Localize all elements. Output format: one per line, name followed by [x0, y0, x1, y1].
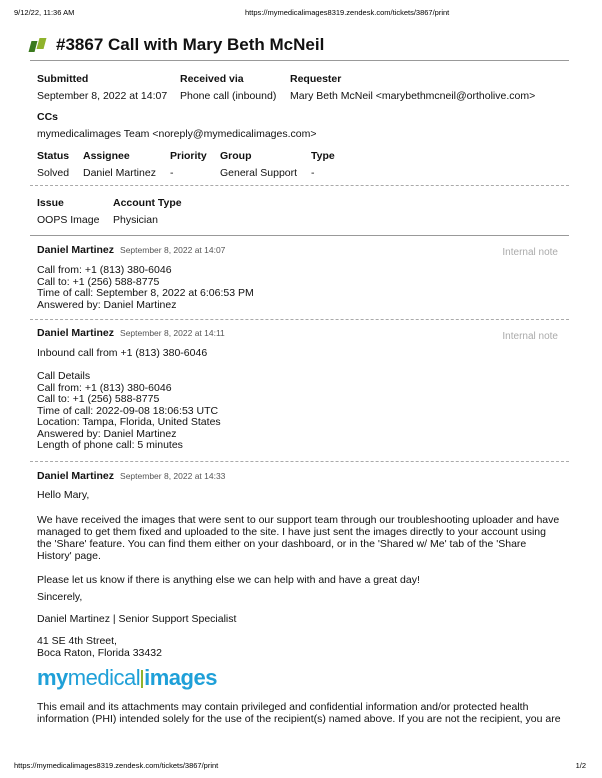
divider	[30, 461, 569, 462]
ticket-title-row	[30, 35, 324, 55]
group-field: Group General Support	[220, 150, 298, 179]
print-url: https://mymedicalimages8319.zendesk.com/tickets/3867/print	[245, 8, 450, 17]
email-body: We have received the images that were sent to our support team through our troubleshooting uploader and have managed to get them fixed and uploaded to the site. I have just sent the images directly to your account using the 'Share' feature. You can find them either on your dashboard, or in the 'Shared w/ Me' tab of the 'Share History' page.	[37, 514, 560, 562]
type-field: Type -	[311, 150, 335, 179]
divider	[30, 319, 569, 320]
divider	[30, 185, 569, 186]
comment: Daniel Martinez September 8, 2022 at 14:33 Hello Mary, We have received the images that were sent to our support team through our troubleshooting uploader and have managed to get them fixed and uploaded to the site. I have just sent the images directly to your account using the 'Share' feature. You can find them either on your dashboard, or in the 'Shared w/ Me' tab of the 'Share History' page. Please let us know if there is anything else we can help with and have a great day! Sincerely, Daniel Martinez | Senior Support Specialist 41 SE 4th Street, Boca Raton, Florida 33432 mymedical images This email and its attachments may contain privileged and confidential information and/or protected health information (PHI) intended solely for the use of the recipient(s) named above. If you are not the recipient, you are	[37, 470, 561, 725]
account-type-field: Account Type Physician	[113, 197, 182, 226]
ticket-title: #3867 Call with Mary Beth McNeil	[56, 35, 325, 54]
logo-bar-icon	[141, 670, 143, 688]
internal-note-label: Internal note	[502, 247, 558, 258]
requester-field: Requester Mary Beth McNeil <marybethmcneil@ortholive.com>	[290, 73, 536, 102]
ccs-field: CCs mymedicalimages Team <noreply@mymedicalimages.com>	[37, 111, 317, 140]
comment: Daniel Martinez September 8, 2022 at 14:11 Inbound call from +1 (813) 380-6046 Call Details Call from: +1 (813) 380-6046 Call to: +1 (256) 588-8775 Time of call: 2022-09-08 18:06:53 UTC Location: Tampa, Florida, United States Answered by: Daniel Martinez Length of phone call: 5 minutes	[37, 327, 225, 451]
divider	[30, 235, 569, 236]
divider	[30, 60, 569, 61]
priority-field: Priority -	[170, 150, 207, 179]
comment-date: September 8, 2022 at 14:11	[120, 328, 225, 338]
issue-field: Issue OOPS Image	[37, 197, 100, 226]
mymedicalimages-logo: mymedical images	[37, 665, 217, 690]
zendesk-logo-icon	[30, 38, 48, 52]
footer-url: https://mymedicalimages8319.zendesk.com/tickets/3867/print	[14, 761, 219, 770]
comment-author: Daniel Martinez	[37, 470, 115, 482]
assignee-field: Assignee Daniel Martinez	[83, 150, 156, 179]
received-via-field: Received via Phone call (inbound)	[180, 73, 277, 102]
comment-author: Daniel Martinez	[37, 244, 115, 256]
page-number: 1/2	[575, 761, 586, 770]
print-datetime: 9/12/22, 11:36 AM	[14, 8, 75, 17]
internal-note-label: Internal note	[502, 331, 558, 342]
comment: Daniel Martinez September 8, 2022 at 14:07 Call from: +1 (813) 380-6046 Call to: +1 (256) 588-8775 Time of call: September 8, 2022 at 6:06:53 PM Answered by: Daniel Martinez	[37, 244, 254, 311]
disclaimer: This email and its attachments may contain privileged and confidential information and/or protected health information (PHI) intended solely for the use of the recipient(s) named above. If you are not the recipient, you are	[37, 701, 561, 725]
status-field: Status Solved	[37, 150, 70, 179]
comment-date: September 8, 2022 at 14:33	[120, 471, 226, 481]
comment-date: September 8, 2022 at 14:07	[120, 245, 226, 255]
submitted-field: Submitted September 8, 2022 at 14:07	[37, 73, 168, 102]
comment-author: Daniel Martinez	[37, 327, 115, 339]
